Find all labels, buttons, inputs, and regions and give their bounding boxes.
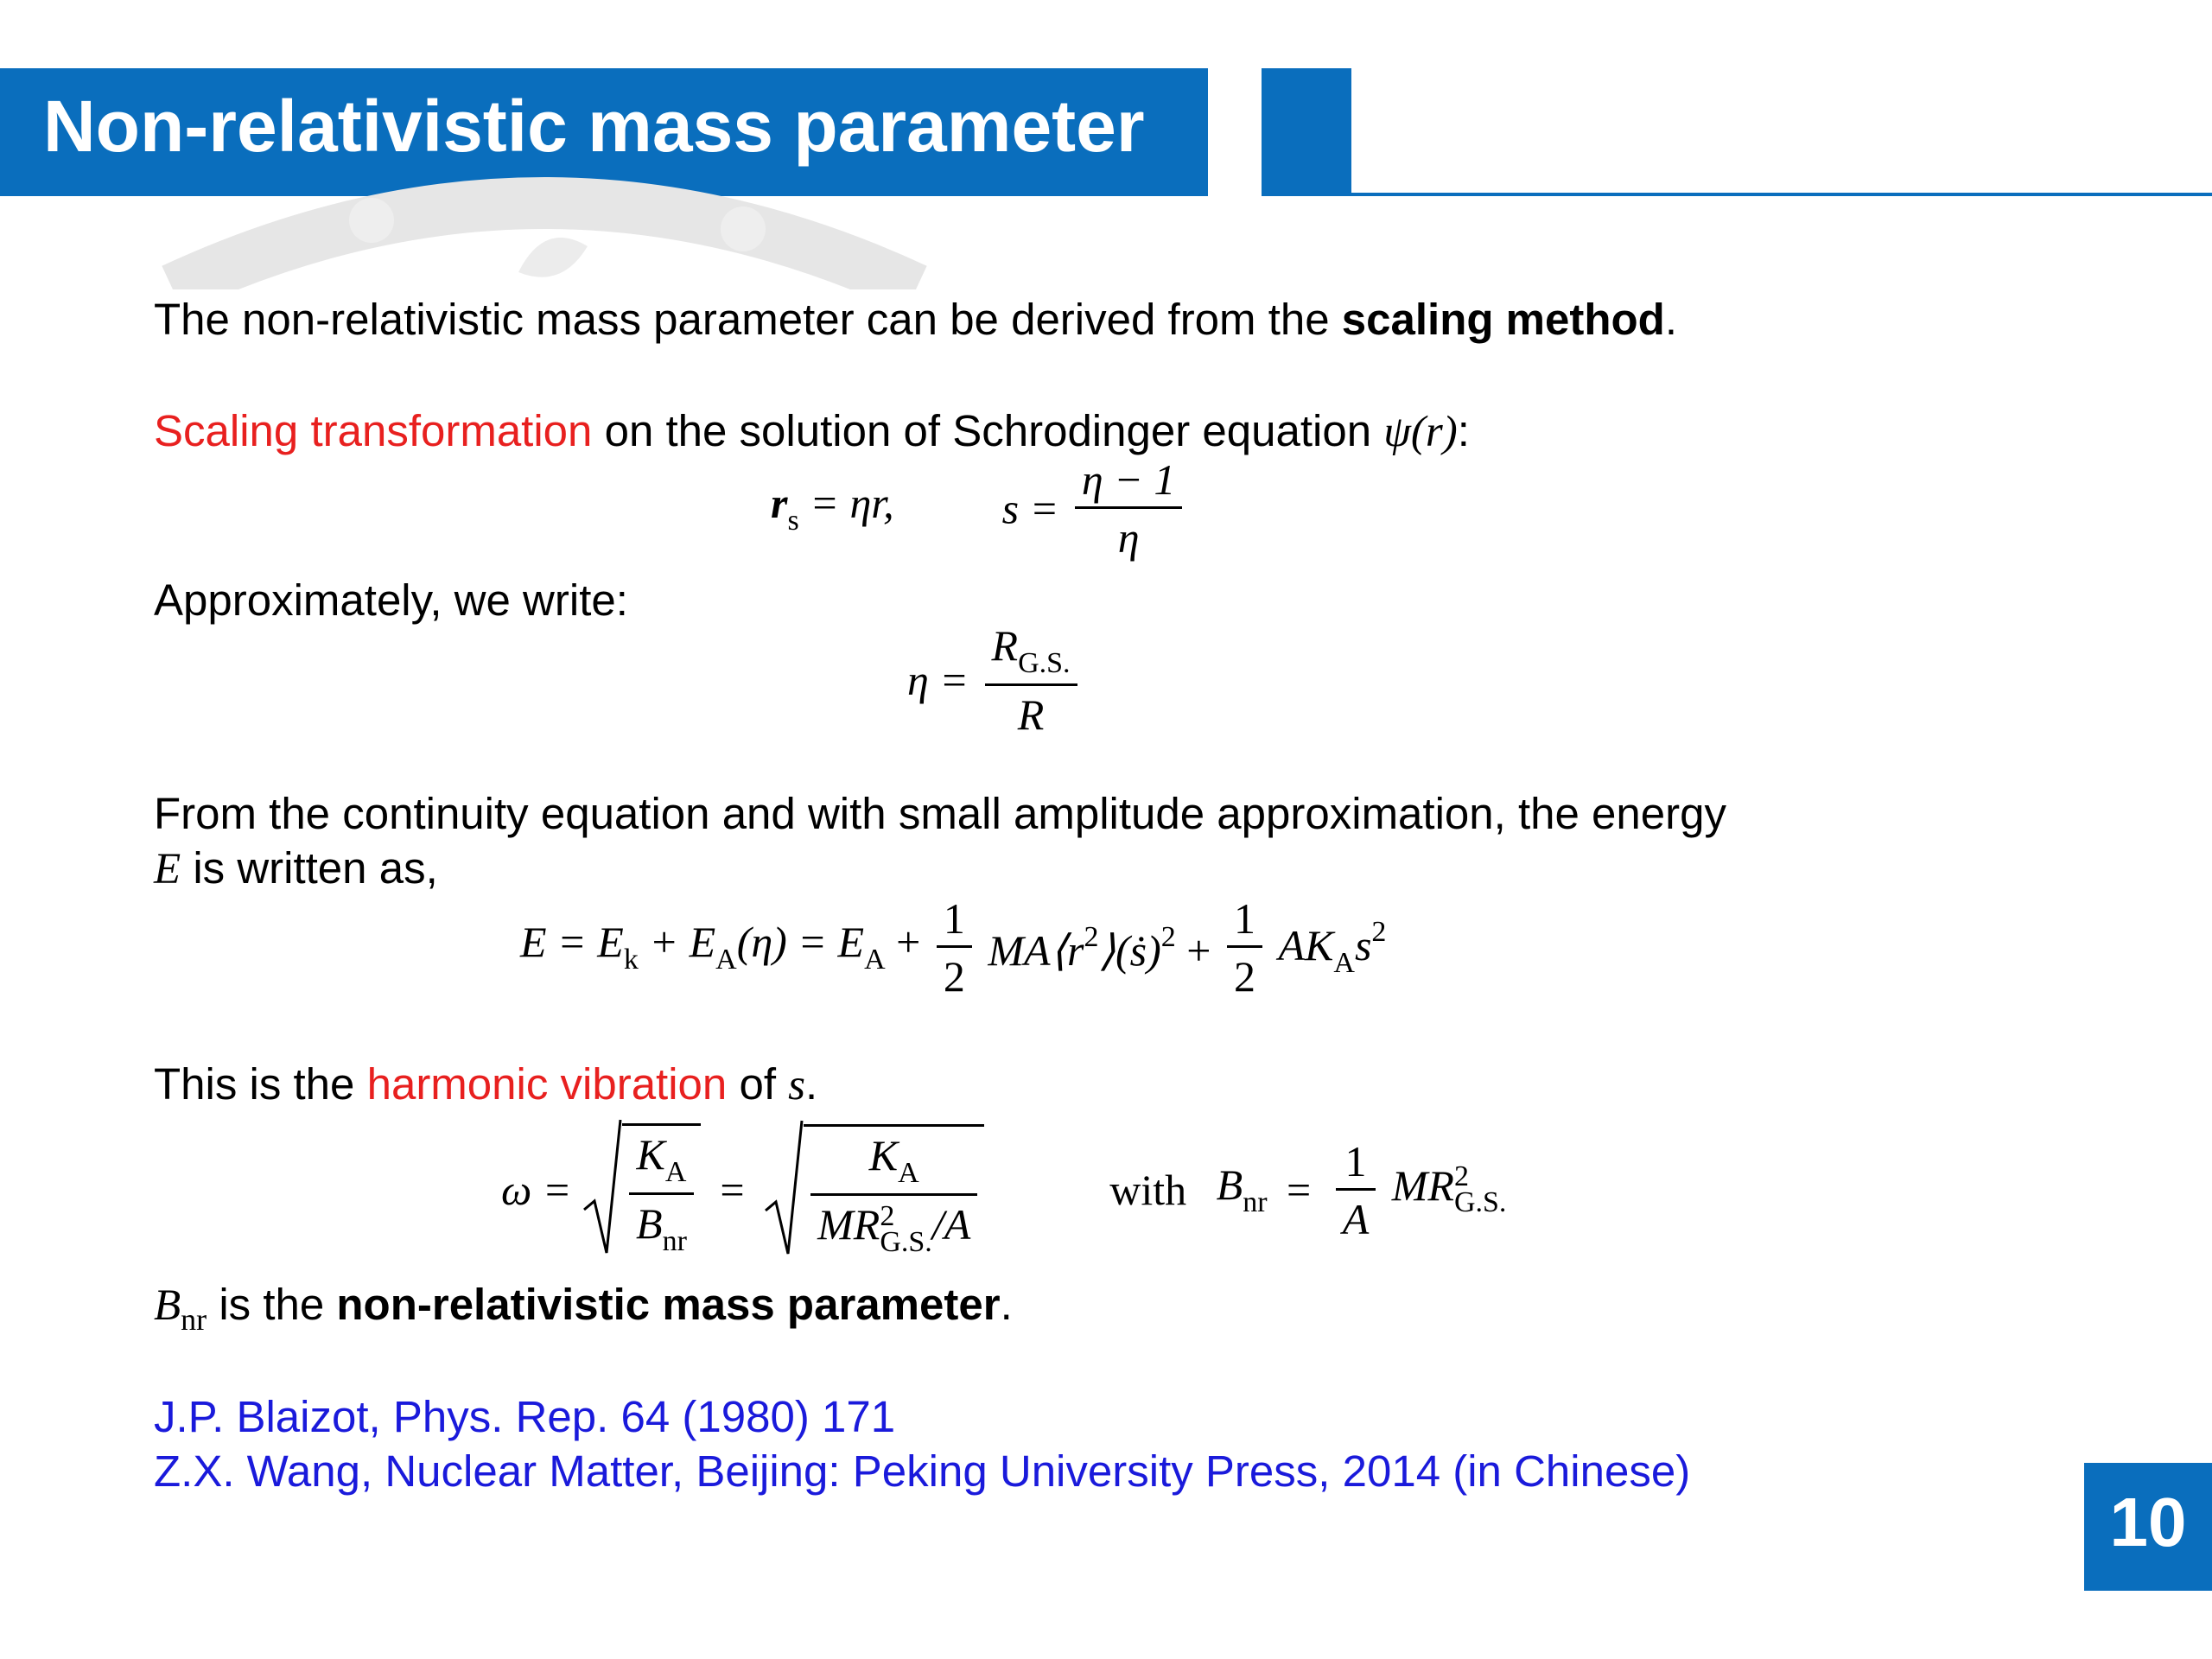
eq3-plus1: + bbox=[885, 918, 931, 966]
reference-2: Z.X. Wang, Nuclear Matter, Beijing: Peking University Press, 2014 (in Chinese) bbox=[154, 1446, 1691, 1496]
intro-period: . bbox=[1664, 295, 1677, 344]
omega-equation bbox=[501, 1123, 1506, 1256]
eq4-b2-sub: nr bbox=[1243, 1185, 1268, 1218]
eq4-equals-2: = bbox=[1287, 1166, 1312, 1214]
eq2-denominator: R bbox=[1017, 690, 1045, 739]
energy-symbol: E bbox=[154, 845, 181, 893]
eq3-half-2-num: 1 bbox=[1227, 897, 1262, 948]
eq4-frac-3 bbox=[1336, 1136, 1376, 1243]
eq4-k2: K bbox=[868, 1131, 899, 1180]
eq1-numerator: η − 1 bbox=[1081, 455, 1176, 504]
eq4-equals: = bbox=[720, 1166, 745, 1214]
energy-text: is written as, bbox=[181, 843, 438, 893]
slide-title: Non-relativistic mass parameter bbox=[43, 86, 1145, 167]
eq4-frac-1 bbox=[629, 1130, 694, 1257]
psi-symbol: ψ(r) bbox=[1383, 408, 1458, 456]
bnr-sub: nr bbox=[181, 1302, 207, 1337]
eq2-numerator: R bbox=[991, 621, 1019, 670]
reference-1: J.P. Blaizot, Phys. Rep. 64 (1980) 171 bbox=[154, 1392, 896, 1441]
eta-equation bbox=[907, 621, 1083, 739]
eq4-k1: K bbox=[636, 1130, 665, 1179]
eq4-mr2-sub: G.S. bbox=[1453, 1186, 1507, 1219]
eq3-part3: (η) = E bbox=[736, 918, 865, 966]
eq1-s: s = bbox=[1001, 484, 1059, 533]
eq3-sub-a3: A bbox=[1333, 946, 1355, 979]
eq4-sqrt-2 bbox=[764, 1124, 984, 1258]
eq3-part1: E = E bbox=[520, 918, 624, 966]
university-seal-watermark bbox=[156, 168, 933, 289]
harmonic-text: This is the bbox=[154, 1059, 367, 1109]
eq3-sup-r: 2 bbox=[1084, 921, 1099, 953]
eq4-with: with bbox=[1109, 1166, 1187, 1214]
eq4-mr: MR bbox=[817, 1200, 880, 1249]
eq2-numerator-sub: G.S. bbox=[1018, 647, 1071, 679]
eq4-over-a: /A bbox=[931, 1200, 971, 1249]
eq2-left: η = bbox=[907, 656, 969, 704]
eq4-mr-sub: G.S. bbox=[880, 1225, 932, 1258]
eq4-b2: B bbox=[1216, 1160, 1243, 1209]
eq3-half-2 bbox=[1227, 894, 1262, 1001]
eq1-fraction bbox=[1075, 455, 1183, 562]
scaling-equation bbox=[771, 455, 1187, 562]
scaling-line bbox=[154, 404, 1470, 460]
eq3-sub-k: k bbox=[623, 944, 639, 976]
eq1-r-sub: s bbox=[787, 505, 799, 537]
scaling-transformation-term: Scaling transformation bbox=[154, 406, 593, 455]
eq3-part9: s bbox=[1354, 920, 1372, 969]
energy-equation bbox=[520, 894, 1387, 1001]
mass-parameter-term: non-relativistic mass parameter bbox=[336, 1280, 1001, 1329]
eq3-part2: + E bbox=[638, 918, 716, 966]
eq3-half-2-den: 2 bbox=[1233, 952, 1255, 1001]
eq4-mr-sup: 2 bbox=[880, 1199, 895, 1232]
intro-line bbox=[154, 292, 1677, 347]
header-accent-block bbox=[1262, 68, 1351, 196]
eq3-half-1-num: 1 bbox=[937, 897, 972, 948]
eq4-a: A bbox=[1342, 1194, 1370, 1243]
eq4-b1-sub: nr bbox=[662, 1225, 687, 1257]
mass-parameter-period: . bbox=[1000, 1280, 1013, 1329]
eq4-one: 1 bbox=[1336, 1140, 1376, 1191]
energy-line bbox=[154, 841, 438, 897]
harmonic-vibration-term: harmonic vibration bbox=[366, 1059, 728, 1109]
eq2-fraction bbox=[985, 621, 1077, 739]
page-number: 10 bbox=[2109, 1484, 2187, 1560]
eq1-right: = ηr, bbox=[798, 479, 894, 527]
eq4-mr2: MR bbox=[1391, 1160, 1454, 1210]
eq3-part6: ⟩(ṡ) bbox=[1098, 926, 1161, 975]
scaling-method-term: scaling method bbox=[1341, 295, 1665, 344]
bnr-symbol: B bbox=[154, 1281, 181, 1330]
eq1-r: r bbox=[771, 479, 788, 527]
eq3-plus2: + bbox=[1175, 926, 1222, 975]
eq4-sqrt-1 bbox=[582, 1123, 701, 1256]
eq4-omega: ω = bbox=[501, 1166, 572, 1214]
harmonic-s-symbol: s bbox=[788, 1061, 806, 1109]
harmonic-period: . bbox=[805, 1059, 818, 1109]
eq3-half-1 bbox=[937, 894, 972, 1001]
eq3-sub-a1: A bbox=[715, 944, 737, 976]
mass-parameter-text: is the bbox=[207, 1280, 337, 1329]
eq1-denominator: η bbox=[1117, 513, 1140, 562]
scaling-colon: : bbox=[1457, 406, 1470, 455]
eq4-b1: B bbox=[636, 1199, 663, 1248]
eq3-part5: MA⟨r bbox=[988, 926, 1084, 975]
eq3-sup-s: 2 bbox=[1371, 915, 1387, 948]
eq4-frac-2 bbox=[810, 1131, 977, 1258]
eq3-sub-a2: A bbox=[864, 944, 886, 976]
eq3-half-1-den: 2 bbox=[943, 952, 965, 1001]
continuity-line: From the continuity equation and with small amplitude approximation, the energy bbox=[154, 789, 1726, 838]
intro-text: The non-relativistic mass parameter can be derived from the bbox=[154, 295, 1342, 344]
eq3-sup-sdot: 2 bbox=[1160, 921, 1176, 953]
eq4-k2-sub: A bbox=[898, 1157, 919, 1190]
harmonic-line bbox=[154, 1057, 817, 1113]
eq4-mr2-sup: 2 bbox=[1453, 1160, 1469, 1193]
eq3-part8: AK bbox=[1278, 920, 1334, 969]
scaling-text: on the solution of Schrodinger equation bbox=[592, 406, 1384, 455]
eq4-k1-sub: A bbox=[664, 1156, 687, 1188]
approx-line: Approximately, we write: bbox=[154, 575, 628, 625]
header-rule bbox=[1351, 193, 2212, 196]
mass-parameter-line bbox=[154, 1277, 1013, 1347]
harmonic-of: of bbox=[727, 1059, 789, 1109]
